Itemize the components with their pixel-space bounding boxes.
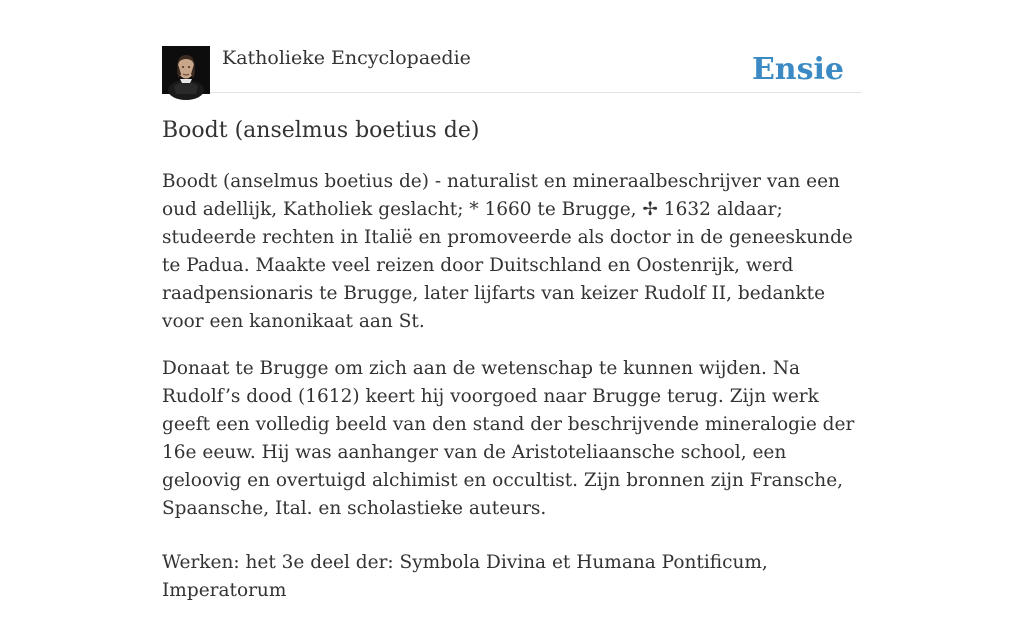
site-header bbox=[162, 46, 862, 93]
article-paragraph: Boodt (anselmus boetius de) - naturalist en mineraalbeschrijver van een oud adellijk, Katholiek geslacht; * 1660 te Brugge, ✢ 1632 aldaar; studeerde rechten in Italië en promoveerde als doctor in de geneeskunde te Padua. Maakte veel reizen door Duitschland en Oostenrijk, werd raadpensionaris te Brugge, later lijfarts van keizer Rudolf II, bedankte voor een kanonikaat aan St. bbox=[162, 171, 853, 332]
article-body bbox=[162, 168, 862, 624]
site-name[interactable]: Katholieke Encyclopaedie bbox=[222, 47, 471, 69]
article-paragraph: Werken: het 3e deel der: Symbola Divina et Humana Pontificum, Imperatorum bbox=[162, 552, 768, 601]
page-title: Boodt (anselmus boetius de) bbox=[162, 118, 480, 143]
ensie-logo[interactable]: Ensie bbox=[751, 52, 844, 87]
portrait-image bbox=[162, 46, 210, 94]
author-avatar[interactable] bbox=[162, 46, 210, 94]
article-paragraph: Donaat te Brugge om zich aan de wetenschap te kunnen wijden. Na Rudolf’s dood (1612) keert hij voorgoed naar Brugge terug. Zijn werk geeft een volledig beeld van den stand der beschrijvende mineralogie der 16e eeuw. Hij was aanhanger van de Aristoteliaansche school, een geloovig en overtuigd alchimist en occultist. Zijn bronnen zijn Fransche, Spaansche, Ital. en scholastieke auteurs. bbox=[162, 358, 855, 519]
